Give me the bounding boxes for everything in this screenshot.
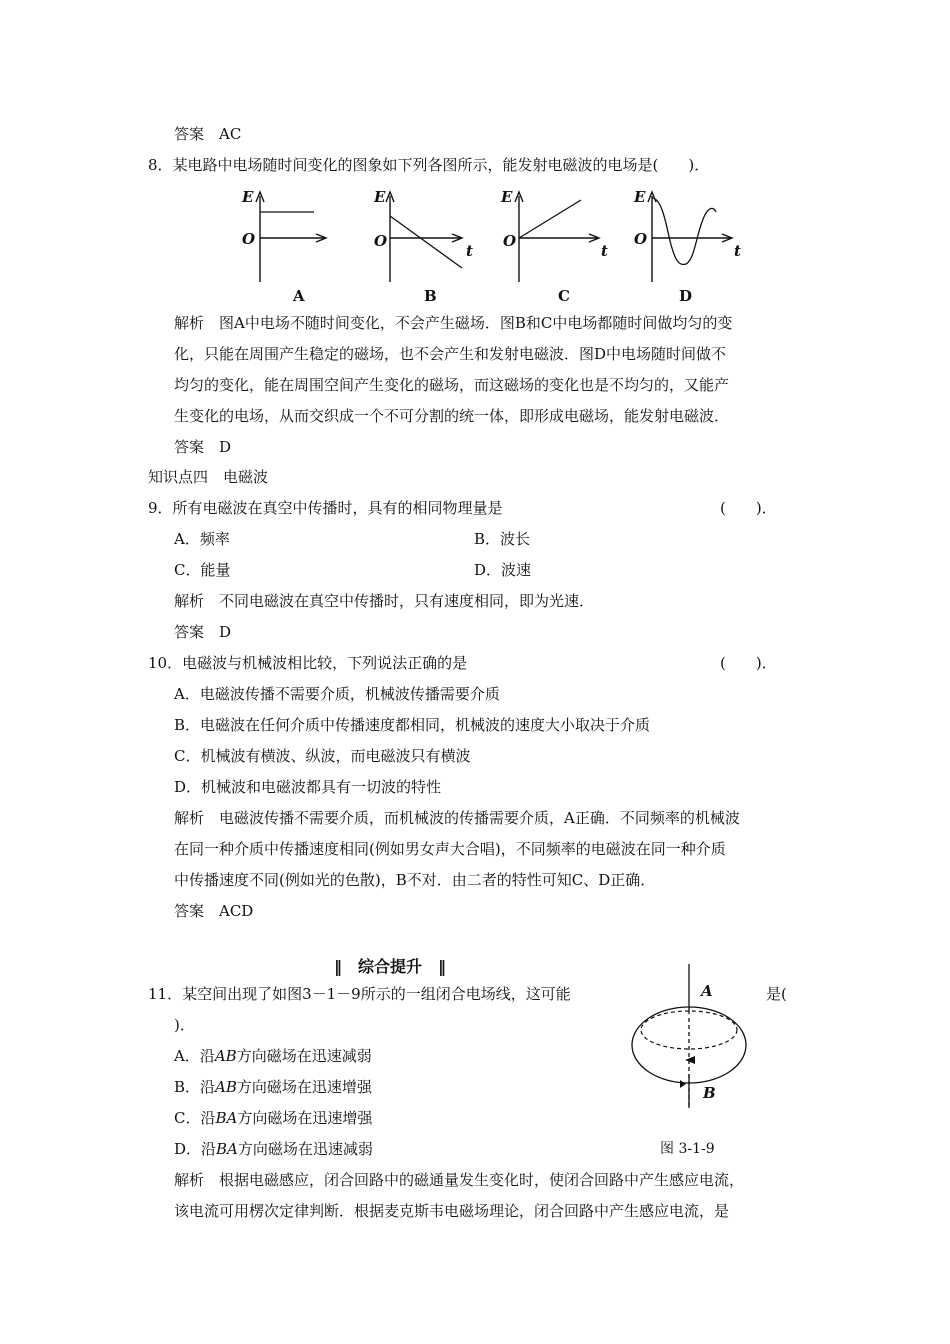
inner-field-loop-dashed <box>641 1011 737 1049</box>
q9-option-a: A．频率 <box>174 530 230 548</box>
graph-d-caption: D <box>679 287 693 305</box>
q11-option-b: B．沿AB方向磁场在迅速增强 <box>174 1078 372 1096</box>
q9-option-d: D．波速 <box>474 561 532 579</box>
q11-analysis-2: 该电流可用楞次定律判断．根据麦克斯韦电磁场理论，闭合回路中产生感应电流，是 <box>174 1202 730 1220</box>
q10-option-a: A．电磁波传播不需要介质，机械波传播需要介质 <box>174 685 500 703</box>
section-4-title: 知识点四 电磁波 <box>148 468 269 486</box>
q11-stem-c: )． <box>174 1016 195 1034</box>
q9-analysis: 解析 不同电磁波在真空中传播时，只有速度相同，即为光速． <box>174 592 595 610</box>
graph-a-caption: A <box>293 287 305 305</box>
q10-analysis-3: 中传播速度不同(例如光的色散)，B不对．由二者的特性可知C、D正确． <box>174 871 656 889</box>
q8-answer: 答案 D <box>174 438 232 456</box>
graph-d-curve <box>652 198 716 264</box>
graph-b-caption: B <box>424 287 437 305</box>
q11-option-c: C．沿BA方向磁场在迅速增强 <box>174 1109 373 1127</box>
q8-analysis-4: 生变化的电场，从而交织成一个不可分割的统一体，即形成电磁场，能发射电磁波． <box>174 407 730 425</box>
graph-c-e-label: E <box>501 188 513 206</box>
graph-d-e-label: E <box>634 188 646 206</box>
graph-c-caption: C <box>558 287 570 305</box>
q10-stem: 10．电磁波与机械波相比较，下列说法正确的是 <box>148 654 468 672</box>
graph-c-curve <box>519 200 581 238</box>
q10-option-d: D．机械波和电磁波都具有一切波的特性 <box>174 778 442 796</box>
graph-c-o-label: O <box>503 232 517 250</box>
point-a-label: A <box>701 982 713 1000</box>
bottom-arrow-icon <box>680 1080 686 1088</box>
point-b-label: B <box>703 1084 716 1102</box>
graph-b <box>368 186 478 286</box>
graph-b-t-label: t <box>466 242 473 260</box>
q9-answer: 答案 D <box>174 623 232 641</box>
loop-arrow-icon <box>685 1056 695 1064</box>
graph-d-t-label: t <box>734 242 741 260</box>
section-heading: ‖ 综合提升 ‖ <box>334 957 447 976</box>
q9-option-b: B．波长 <box>474 530 531 548</box>
graph-d-o-label: O <box>634 230 648 248</box>
q11-analysis-1: 解析 根据电磁感应，闭合回路中的磁通量发生变化时，使闭合回路中产生感应电流， <box>174 1171 745 1189</box>
q9-option-c: C．能量 <box>174 561 231 579</box>
graph-d <box>630 186 745 286</box>
graph-c <box>497 186 612 286</box>
graph-b-o-label: O <box>374 232 388 250</box>
q10-option-c: C．机械波有横波、纵波，而电磁波只有横波 <box>174 747 471 765</box>
q11-stem-b: 是( <box>766 985 787 1003</box>
graph-c-t-label: t <box>601 242 608 260</box>
figure-caption: 图 3-1-9 <box>660 1141 715 1157</box>
q11-option-a: A．沿AB方向磁场在迅速减弱 <box>174 1047 372 1065</box>
q10-answer: 答案 ACD <box>174 902 254 920</box>
q10-analysis-1: 解析 电磁波传播不需要介质，而机械波的传播需要介质，A正确．不同频率的机械波 <box>174 809 740 827</box>
q8-analysis-3: 均匀的变化，能在周围空间产生变化的磁场，而这磁场的变化也是不均匀的，又能产 <box>174 376 730 394</box>
q8-analysis-1: 解析 图A中电场不随时间变化，不会产生磁场．图B和C中电场都随时间做均匀的变 <box>174 314 733 332</box>
graph-b-e-label: E <box>374 188 386 206</box>
q11-option-d: D．沿BA方向磁场在迅速减弱 <box>174 1140 373 1158</box>
q10-option-b: B．电磁波在任何介质中传播速度都相同，机械波的速度大小取决于介质 <box>174 716 651 734</box>
graph-b-curve <box>390 216 462 268</box>
q7-answer: 答案 AC <box>174 125 242 143</box>
q8-stem: 8．某电路中电场随时间变化的图象如下列各图所示，能发射电磁波的电场是( )． <box>148 156 710 174</box>
q9-stem: 9．所有电磁波在真空中传播时，具有的相同物理量是 <box>148 499 503 517</box>
graph-a <box>238 186 328 286</box>
q10-bracket: ( )． <box>720 654 777 672</box>
q11-stem-a: 11．某空间出现了如图3－1－9所示的一组闭合电场线，这可能 <box>148 985 571 1003</box>
q8-analysis-2: 化，只能在周围产生稳定的磁场，也不会产生和发射电磁波．图D中电场随时间做不 <box>174 345 727 363</box>
graph-a-e-label: E <box>242 188 254 206</box>
graph-a-o-label: O <box>242 230 256 248</box>
field-lines-figure <box>625 962 765 1110</box>
q9-bracket: ( )． <box>720 499 777 517</box>
q10-analysis-2: 在同一种介质中传播速度相同(例如男女声大合唱)，不同频率的电磁波在同一种介质 <box>174 840 726 858</box>
